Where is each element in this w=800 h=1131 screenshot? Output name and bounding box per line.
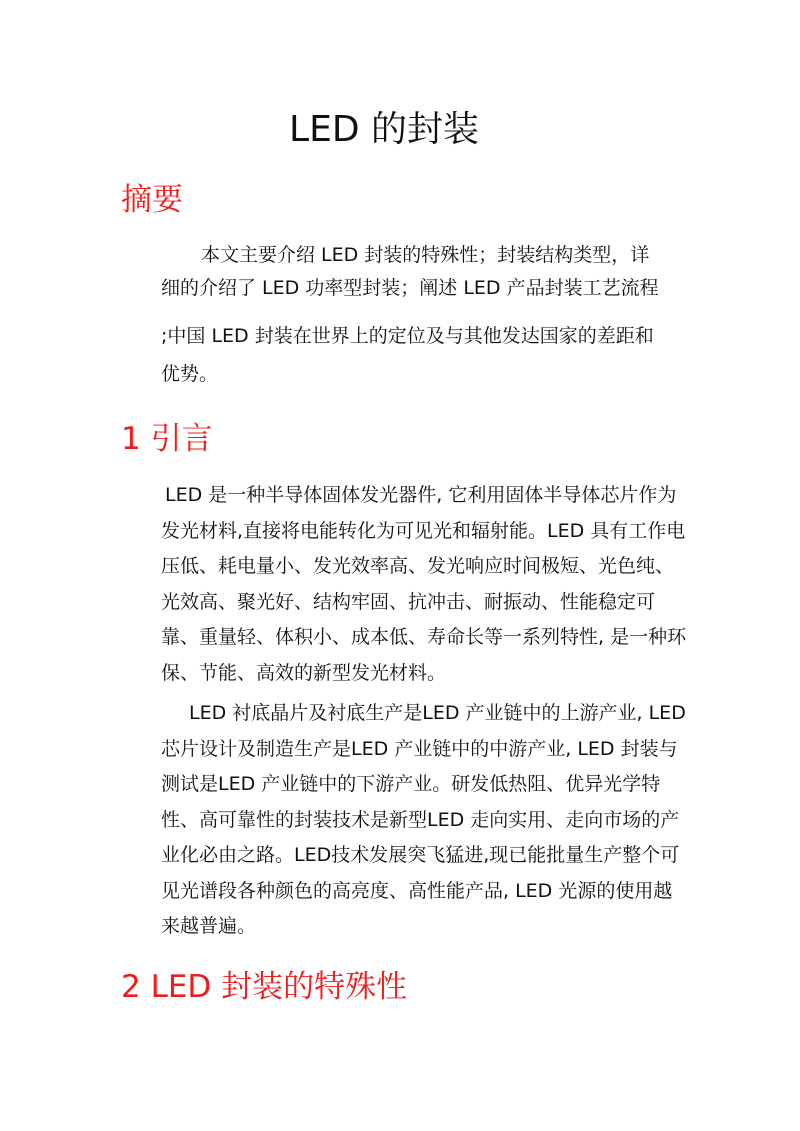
section-1-heading: 1 引言 <box>121 421 213 457</box>
abstract-line-2: 细的介绍了 LED 功率型封装；阐述 LED 产品封装工艺流程 <box>161 277 659 299</box>
section-2-heading: 2 LED 封装的特殊性 <box>121 969 408 1005</box>
document-title: LED 的封装 <box>289 109 479 150</box>
abstract-line-1: 本文主要介绍 LED 封装的特殊性；封装结构类型，详 <box>201 244 650 266</box>
section-1-paragraph-2: LED 衬底晶片及衬底生产是LED 产业链中的上游产业, LED 芯片设计及制造生产是LED 产业链中的中游产业, LED 封装与测试是LED 产业链中的下游产业。研发低热阻、优异光学特性、高可靠性的封装技术是新型LED 走向实用、走向市场的产业化必由之路。LED技术发展突飞猛进,现已能批量生产整个可见光谱段各种颜色的高亮度、高性能产品, LED 光源的使用越来越普遍。 <box>161 702 686 937</box>
abstract-heading: 摘要 <box>121 182 183 218</box>
abstract-line-3: ;中国 LED 封装在世界上的定位及与其他发达国家的差距和 <box>161 325 654 347</box>
section-1-paragraph-1: LED 是一种半导体固体发光器件, 它利用固体半导体芯片作为发光材料,直接将电能转化为可见光和辐射能。LED 具有工作电压低、耗电量小、发光效率高、发光响应时间极短、光色纯、光效高、聚光好、结构牢固、抗冲击、耐振动、性能稳定可靠、重量轻、体积小、成本低、寿命长等一系列特性, 是一种环保、节能、高效的新型发光材料。 <box>161 484 687 684</box>
abstract-line-4: 优势。 <box>161 363 219 385</box>
